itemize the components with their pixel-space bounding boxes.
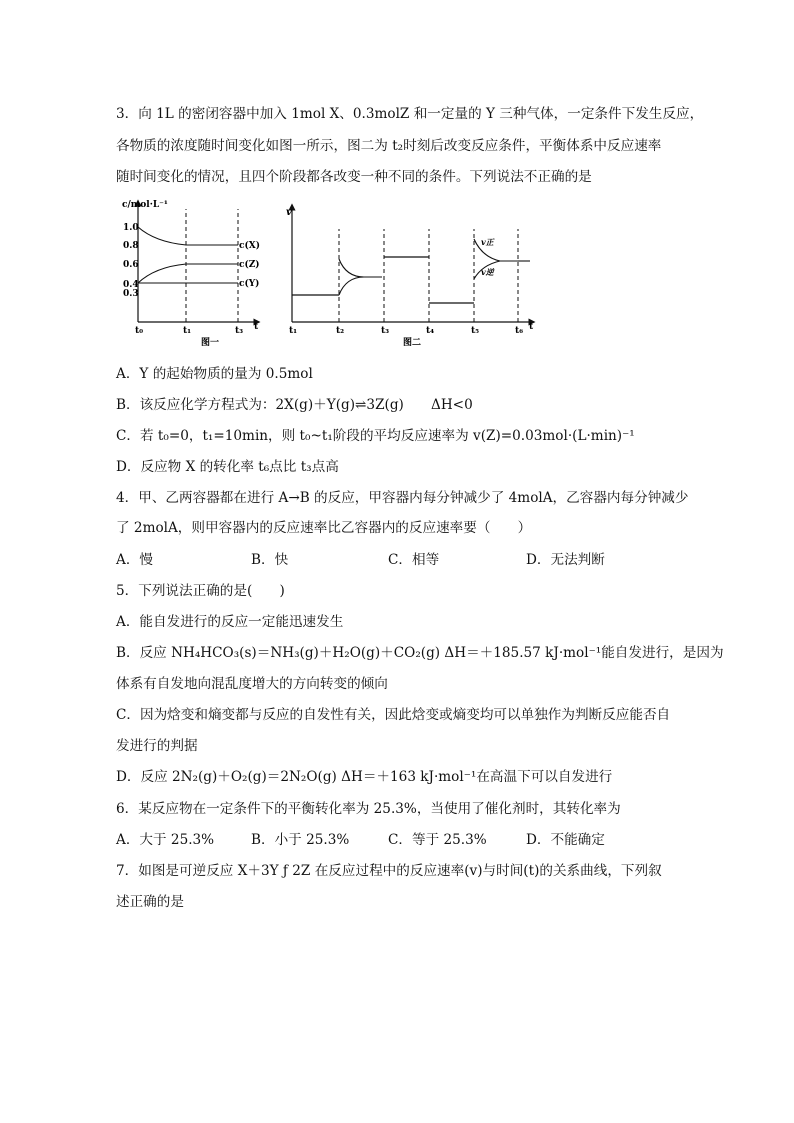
q6-option-b: B．小于 25.3% [251, 832, 350, 848]
fig1-x-axis-label: t [254, 322, 259, 332]
fig2-x-axis-label: t [529, 322, 534, 332]
q3-stem-line1: 3．向 1L 的密闭容器中加入 1mol X、0.3molZ 和一定量的 Y 三种气体，一定条件下发生反应， [116, 106, 704, 122]
q3-option-d: D．反应物 X 的转化率 t₆点比 t₃点高 [116, 459, 339, 475]
fig1-label-cy: c(Y) [239, 279, 260, 289]
q4-option-a: A．慢 [116, 552, 154, 568]
q5-option-c-line1: C．因为焓变和熵变都与反应的自发性有关，因此焓变或熵变均可以单独作为判断反应能否自 [116, 707, 671, 723]
q5-option-b-line1: B．反应 NH₄HCO₃(s)＝NH₃(g)＋H₂O(g)＋CO₂(g) ΔH＝＋185.57 kJ·mol⁻¹能自发进行，是因为 [116, 645, 724, 661]
q6-option-d: D．不能确定 [526, 832, 605, 848]
fig1-ytick-1.0: 1.0 [123, 223, 139, 233]
q3-figures-svg [120, 195, 540, 350]
q4-option-c: C．相等 [388, 552, 440, 568]
fig1-curve-x [138, 227, 238, 245]
fig2-xtick-t3: t₃ [381, 326, 390, 336]
q3-option-b: B．该反应化学方程式为：2X(g)＋Y(g)⇌3Z(g) ΔH<0 [116, 397, 473, 413]
q4-stem-line2: 了 2molA，则甲容器内的反应速率比乙容器内的反应速率要（ ） [116, 520, 532, 536]
q4-option-d: D．无法判断 [526, 552, 605, 568]
fig1-ytick-0.4: 0.4 [123, 280, 139, 290]
q5-stem: 5．下列说法正确的是( ) [116, 583, 285, 599]
fig2-xtick-t4: t₄ [426, 326, 435, 336]
q5-option-d: D．反应 2N₂(g)＋O₂(g)＝2N₂O(g) ΔH＝＋163 kJ·mol⁻¹在高温下可以自发进行 [116, 769, 613, 785]
q3-option-a: A．Y 的起始物质的量为 0.5mol [116, 366, 313, 382]
q7-stem-line2: 述正确的是 [116, 894, 184, 910]
figure-two [286, 207, 534, 348]
fig2-v-reverse-label: v逆 [481, 267, 494, 277]
fig1-label-cz: c(Z) [239, 260, 260, 270]
q3-stem-line2: 各物质的浓度随时间变化如图一所示，图二为 t₂时刻后改变反应条件，平衡体系中反应速率 [116, 138, 662, 154]
fig2-xtick-t6: t₆ [515, 326, 524, 336]
q6-option-c: C．等于 25.3% [388, 832, 487, 848]
q3-option-c: C．若 t₀=0，t₁=10min，则 t₀~t₁阶段的平均反应速率为 v(Z)=0.03mol·(L·min)⁻¹ [116, 428, 635, 444]
q4-stem-line1: 4．甲、乙两容器都在进行 A→B 的反应，甲容器内每分钟减少了 4molA，乙容器内每分钟减少 [116, 490, 689, 506]
fig2-caption: 图二 [403, 338, 422, 348]
q6-option-a: A．大于 25.3% [116, 832, 215, 848]
q6-stem: 6．某反应物在一定条件下的平衡转化率为 25.3%，当使用了催化剂时，其转化率为 [116, 801, 621, 817]
figure-one [122, 200, 260, 348]
fig2-rate-seg2-upper [339, 277, 382, 295]
q5-option-a: A．能自发进行的反应一定能迅速发生 [116, 614, 344, 630]
fig2-xtick-t5: t₅ [471, 326, 480, 336]
fig2-v-forward-label: v正 [481, 237, 494, 247]
fig2-y-label: v [286, 207, 292, 218]
fig2-xtick-t2: t₂ [336, 326, 345, 336]
q5-option-c-line2: 发进行的判据 [116, 738, 198, 754]
fig1-xtick-t0: t₀ [135, 326, 144, 336]
fig1-ytick-0.3: 0.3 [123, 289, 139, 299]
fig1-ytick-0.8: 0.8 [123, 241, 139, 251]
q3-stem-line3: 随时间变化的情况，且四个阶段都各改变一种不同的条件。下列说法不正确的是 [116, 169, 592, 185]
fig2-rate-seg2-lower [339, 259, 364, 277]
fig1-curve-z [138, 264, 238, 283]
q4-option-b: B．快 [251, 552, 289, 568]
q3-figures [120, 195, 540, 350]
fig1-ytick-0.6: 0.6 [123, 260, 139, 270]
q7-stem-line1: 7．如图是可逆反应 X＋3Y ƒ 2Z 在反应过程中的反应速率(v)与时间(t)的关系曲线，下列叙 [116, 863, 662, 879]
fig2-xtick-t1: t₁ [289, 326, 298, 336]
q5-option-b-line2: 体系有自发地向混乱度增大的方向转变的倾向 [116, 676, 388, 692]
fig1-label-cx: c(X) [239, 241, 260, 251]
fig1-caption: 图一 [201, 338, 220, 348]
fig1-y-label: c/mol·L⁻¹ [122, 200, 168, 210]
fig1-xtick-t1: t₁ [183, 326, 192, 336]
fig1-xtick-t3: t₃ [235, 326, 244, 336]
